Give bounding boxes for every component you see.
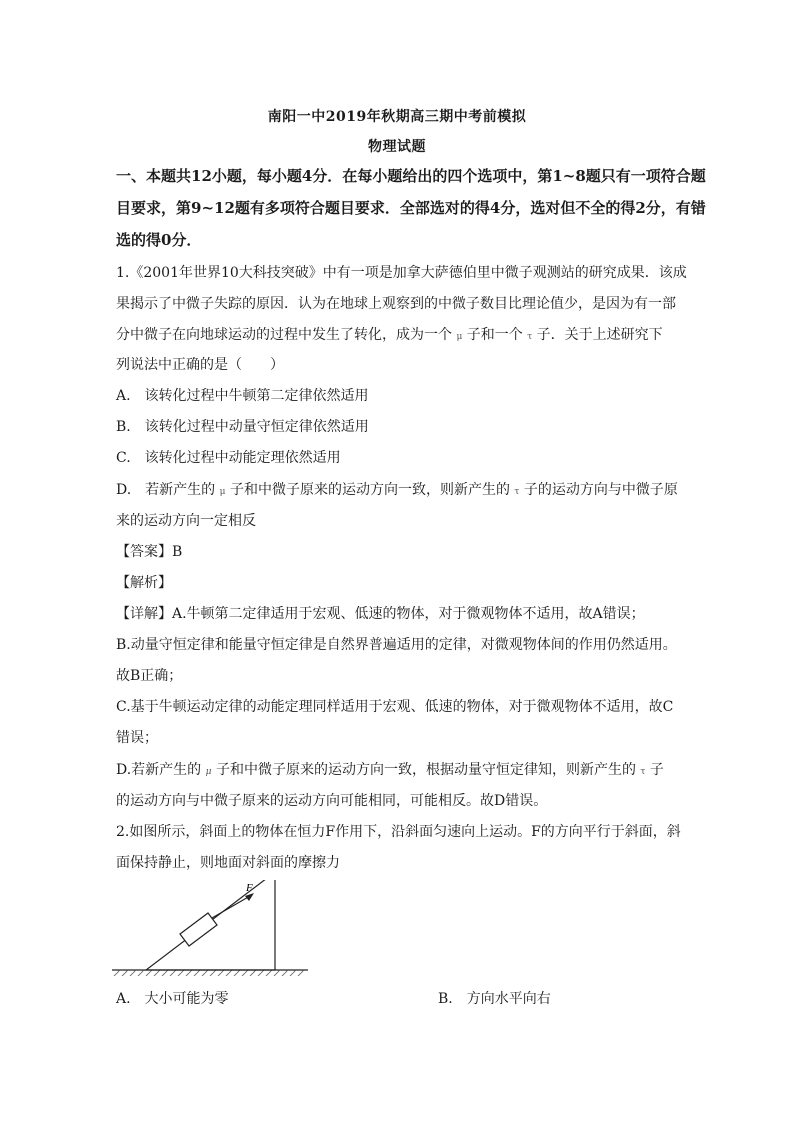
tau-symbol: τ <box>640 767 646 777</box>
q2-option-b: B. 方向水平向右 <box>438 991 551 1007</box>
q1-option-b: B. 该转化过程中动量守恒定律依然适用 <box>116 419 369 435</box>
force-label: F <box>246 882 253 894</box>
block-on-incline <box>180 913 217 946</box>
q1-text-line2: 果揭示了中微子失踪的原因．认为在地球上观察到的中微子数目比理论值少，是因为有一部 <box>116 296 676 312</box>
q1-answer: 【答案】B <box>116 544 183 560</box>
section-instructions-line3: 选的得0分． <box>116 231 202 249</box>
mu-symbol: μ <box>456 332 463 342</box>
force-arrow <box>212 896 250 918</box>
q1-text-line4: 列说法中正确的是（ ） <box>116 357 284 373</box>
section-instructions-line2: 目要求，第9~12题有多项符合题目要求．全部选对的得4分，选对但不全的得2分，有错 <box>116 199 706 217</box>
q1-detail-line4: C.基于牛顿运动定律的动能定理同样适用于宏观、低速的物体，对于微观物体不适用，故C <box>116 699 674 715</box>
q1-detail-line5: 错误； <box>116 730 158 746</box>
q1-option-c: C. 该转化过程中动能定理依然适用 <box>116 450 341 466</box>
mu-symbol: μ <box>205 767 212 777</box>
mu-symbol: μ <box>219 487 226 497</box>
exam-title: 南阳一中2019年秋期高三期中考前模拟 <box>267 109 527 125</box>
q1-analysis-heading: 【解析】 <box>116 575 172 591</box>
q1-option-d-line2: 来的运动方向一定相反 <box>116 513 256 529</box>
q1-option-a: A. 该转化过程中牛顿第二定律依然适用 <box>116 388 369 404</box>
q2-option-a: A. 大小可能为零 <box>116 991 229 1007</box>
q2-text-line2: 面保持静止，则地面对斜面的摩擦力 <box>116 855 340 871</box>
q1-detail-line3: 故B正确； <box>116 668 183 684</box>
tau-symbol: τ <box>514 487 520 497</box>
incline-figure <box>110 880 310 980</box>
q1-detail-line7: 的运动方向与中微子原来的运动方向可能相同，可能相反。故D错误。 <box>116 793 548 809</box>
q1-detail-line2: B.动量守恒定律和能量守恒定律是自然界普遍适用的定律，对微观物体间的作用仍然适用。 <box>116 637 677 653</box>
q1-detail-line1: 【详解】A.牛顿第二定律适用于宏观、低速的物体，对于微观物体不适用，故A错误； <box>116 606 645 622</box>
q1-detail-line6: D.若新产生的 μ 子和中微子原来的运动方向一致，根据动量守恒定律知，则新产生的 τ 子 <box>116 762 664 778</box>
tau-symbol: τ <box>527 332 533 342</box>
q2-text-line1: 2.如图所示，斜面上的物体在恒力F作用下，沿斜面匀速向上运动。F的方向平行于斜面，斜 <box>116 824 681 840</box>
q1-text-line1: 1.《2001年世界10大科技突破》中有一项是加拿大萨德伯里中微子观测站的研究成果．该成 <box>116 265 687 281</box>
section-instructions-line1: 一、本题共12小题，每小题4分．在每小题给出的四个选项中，第1~8题只有一项符合题 <box>116 167 706 185</box>
q1-text-line3: 分中微子在向地球运动的过程中发生了转化，成为一个 μ 子和一个 τ 子．关于上述研究下 <box>116 327 663 343</box>
exam-subtitle: 物理试题 <box>368 139 426 155</box>
q1-option-d-line1: D. 若新产生的 μ 子和中微子原来的运动方向一致，则新产生的 τ 子的运动方向与中微子原 <box>116 482 678 498</box>
